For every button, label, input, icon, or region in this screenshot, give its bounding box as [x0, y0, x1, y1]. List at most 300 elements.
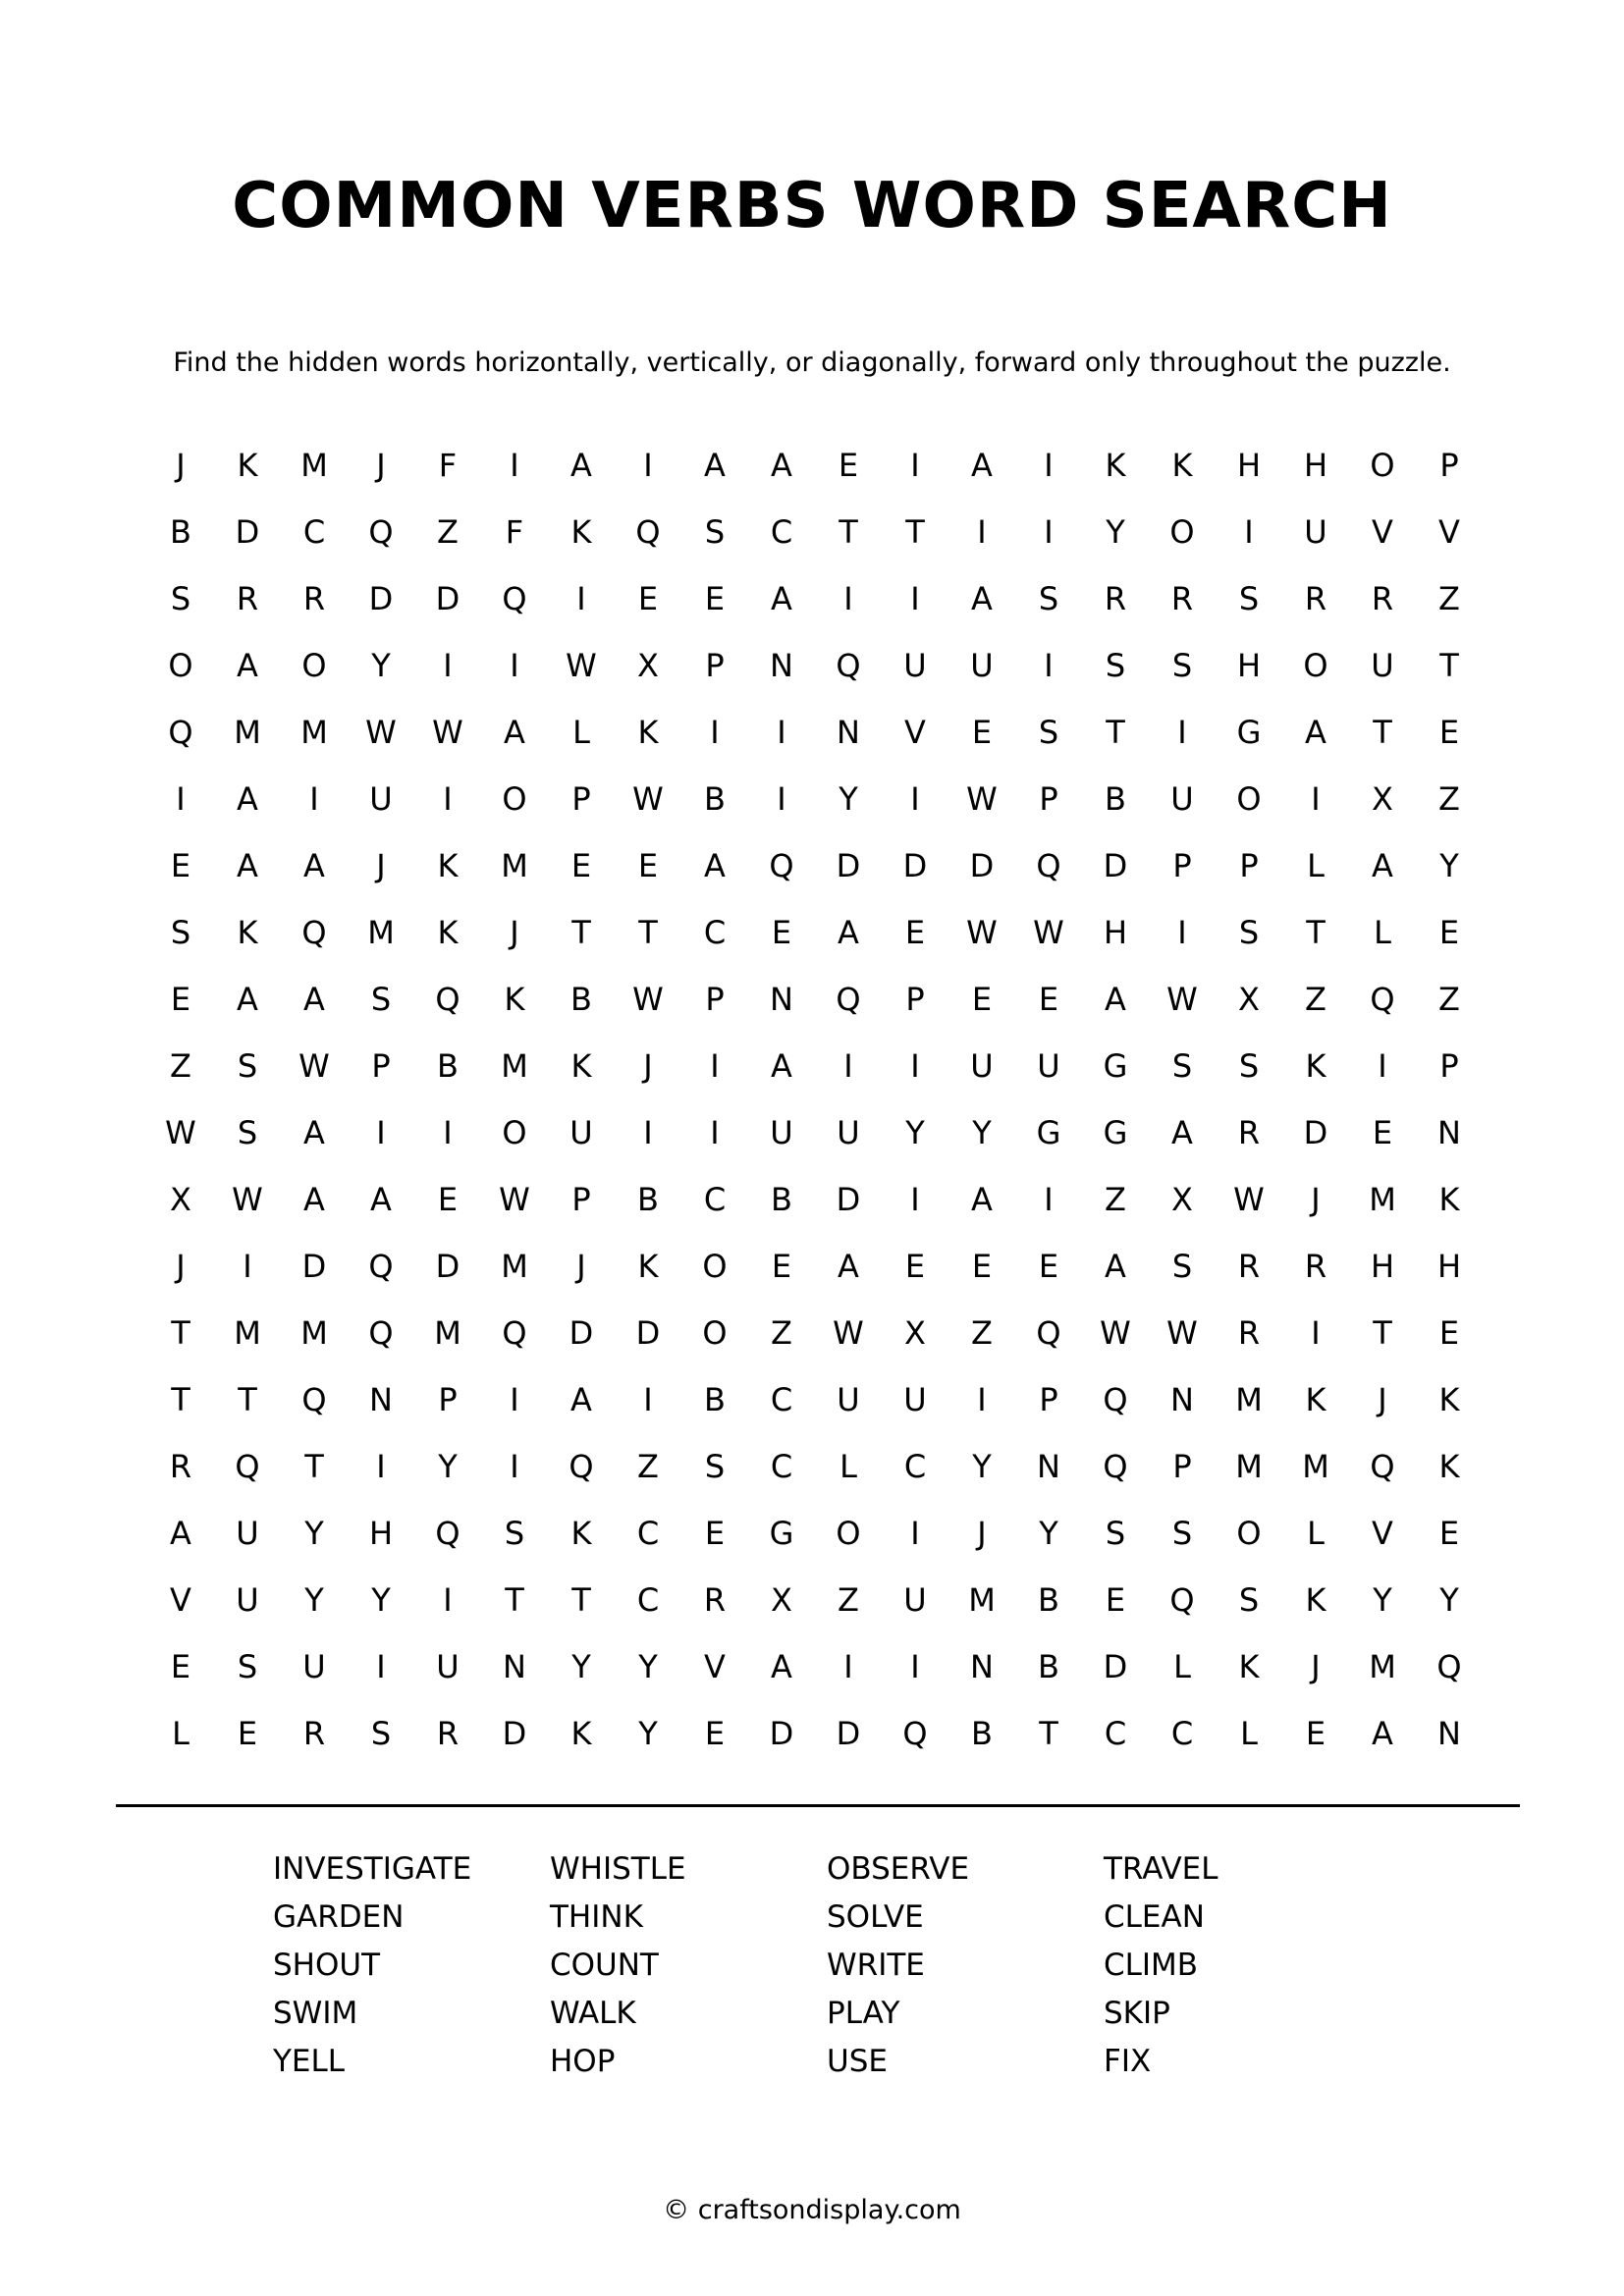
- grid-cell: Y: [438, 1448, 458, 1485]
- grid-cell: I: [443, 780, 453, 818]
- grid-cell: T: [638, 914, 658, 951]
- grid-cell: I: [309, 780, 319, 818]
- grid-cell: C: [636, 1581, 660, 1619]
- grid-cell: I: [443, 647, 453, 684]
- grid-cell: Q: [1036, 847, 1061, 884]
- grid-cell: R: [302, 580, 326, 617]
- grid-cell: K: [1438, 1181, 1460, 1218]
- grid-cell: L: [1173, 1648, 1191, 1685]
- grid-cell: K: [637, 714, 659, 751]
- grid-cell: R: [1304, 580, 1327, 617]
- grid-cell: Q: [435, 981, 460, 1018]
- grid-cell: M: [968, 1581, 996, 1619]
- grid-cell: E: [1438, 714, 1460, 751]
- grid-cell: I: [910, 1648, 920, 1685]
- grid-cell: Y: [972, 1114, 992, 1151]
- grid-cell: W: [1100, 1314, 1131, 1352]
- grid-cell: Y: [839, 780, 858, 818]
- grid-cell: K: [1305, 1047, 1326, 1085]
- grid-cell: O: [836, 1515, 861, 1552]
- grid-cell: Y: [638, 1648, 658, 1685]
- grid-cell: C: [770, 1448, 793, 1485]
- grid-cell: M: [367, 914, 395, 951]
- grid-cell: H: [1436, 1248, 1462, 1285]
- grid-cell: M: [1302, 1448, 1329, 1485]
- grid-cell: Q: [1370, 1448, 1395, 1485]
- grid-cell: W: [1166, 1314, 1198, 1352]
- grid-cell: Y: [304, 1515, 324, 1552]
- grid-cell: P: [1172, 847, 1192, 884]
- grid-cell: D: [1103, 847, 1128, 884]
- grid-cell: Q: [502, 580, 527, 617]
- grid-cell: S: [1238, 914, 1260, 951]
- grid-cell: E: [1438, 1515, 1460, 1552]
- grid-cell: D: [435, 580, 460, 617]
- grid-cell: I: [1177, 914, 1187, 951]
- grid-cell: S: [1038, 580, 1059, 617]
- grid-cell: W: [499, 1181, 530, 1218]
- grid-cell: U: [302, 1648, 326, 1685]
- grid-cell: X: [1372, 780, 1393, 818]
- grid-cell: D: [301, 1248, 327, 1285]
- grid-cell: S: [237, 1047, 258, 1085]
- grid-cell: Y: [371, 647, 391, 684]
- grid-cell: T: [1039, 1715, 1058, 1752]
- grid-cell: Q: [902, 1715, 928, 1752]
- grid-cell: N: [1170, 1381, 1194, 1418]
- grid-cell: S: [1171, 1515, 1193, 1552]
- grid-cell: J: [376, 447, 386, 484]
- grid-cell: I: [510, 447, 519, 484]
- grid-cell: S: [1171, 647, 1193, 684]
- grid-cell: E: [704, 1715, 726, 1752]
- grid-cell: S: [1238, 1581, 1260, 1619]
- grid-cell: R: [169, 1448, 192, 1485]
- grid-cell: Z: [971, 1314, 993, 1352]
- grid-cell: Y: [1439, 847, 1459, 884]
- grid-cell: D: [368, 580, 394, 617]
- letter-grid: [147, 432, 1502, 1767]
- grid-cell: X: [1238, 981, 1260, 1018]
- grid-cell: L: [1307, 847, 1325, 884]
- grid-cell: C: [770, 513, 793, 551]
- grid-cell: Z: [1438, 981, 1460, 1018]
- grid-cell: K: [237, 447, 258, 484]
- grid-cell: O: [168, 647, 193, 684]
- grid-cell: W: [632, 780, 664, 818]
- grid-cell: A: [1105, 1248, 1126, 1285]
- grid-cell: I: [777, 780, 786, 818]
- grid-cell: I: [1044, 1181, 1054, 1218]
- grid-cell: A: [971, 580, 993, 617]
- grid-cell: O: [1370, 447, 1395, 484]
- word-list-item: WALK: [550, 1996, 636, 2031]
- grid-cell: B: [971, 1715, 993, 1752]
- grid-cell: H: [368, 1515, 394, 1552]
- grid-cell: Q: [769, 847, 794, 884]
- grid-cell: U: [970, 647, 994, 684]
- grid-cell: I: [643, 1114, 653, 1151]
- grid-cell: H: [1236, 447, 1262, 484]
- grid-cell: Q: [368, 1314, 394, 1352]
- grid-cell: U: [837, 1114, 860, 1151]
- grid-cell: E: [704, 580, 726, 617]
- grid-cell: Y: [638, 1715, 658, 1752]
- grid-cell: Z: [771, 1314, 792, 1352]
- grid-cell: K: [237, 914, 258, 951]
- grid-cell: I: [910, 1181, 920, 1218]
- grid-cell: B: [1038, 1581, 1059, 1619]
- grid-cell: E: [904, 1248, 926, 1285]
- grid-cell: D: [635, 1314, 661, 1352]
- grid-cell: M: [1369, 1181, 1396, 1218]
- grid-cell: K: [570, 1047, 592, 1085]
- grid-cell: I: [643, 447, 653, 484]
- grid-cell: J: [576, 1248, 586, 1285]
- grid-cell: N: [1037, 1448, 1060, 1485]
- word-list-item: SHOUT: [273, 1948, 381, 1983]
- grid-cell: U: [1037, 1047, 1060, 1085]
- grid-cell: D: [969, 847, 995, 884]
- word-list-item: OBSERVE: [827, 1851, 970, 1887]
- grid-cell: I: [1044, 647, 1054, 684]
- grid-cell: S: [237, 1648, 258, 1685]
- grid-cell: B: [704, 780, 726, 818]
- grid-cell: Q: [1370, 981, 1395, 1018]
- grid-cell: C: [770, 1381, 793, 1418]
- word-list: [273, 1845, 1380, 2086]
- grid-cell: S: [1105, 1515, 1126, 1552]
- grid-cell: Q: [301, 1381, 327, 1418]
- word-list-item: CLIMB: [1104, 1948, 1199, 1983]
- grid-cell: T: [1373, 714, 1392, 751]
- grid-cell: I: [1311, 780, 1321, 818]
- grid-cell: Y: [1106, 513, 1125, 551]
- grid-cell: A: [1171, 1114, 1193, 1151]
- grid-cell: C: [1104, 1715, 1127, 1752]
- grid-cell: V: [1438, 513, 1460, 551]
- grid-cell: S: [170, 580, 191, 617]
- grid-cell: E: [971, 714, 993, 751]
- grid-cell: N: [837, 714, 860, 751]
- grid-cell: J: [176, 447, 186, 484]
- grid-cell: A: [838, 914, 859, 951]
- grid-cell: A: [771, 1047, 792, 1085]
- grid-cell: I: [977, 1381, 987, 1418]
- grid-cell: E: [771, 1248, 792, 1285]
- grid-cell: R: [236, 580, 259, 617]
- grid-cell: E: [838, 447, 859, 484]
- grid-cell: R: [703, 1581, 727, 1619]
- grid-cell: U: [236, 1581, 259, 1619]
- grid-cell: I: [1311, 1314, 1321, 1352]
- grid-cell: J: [376, 847, 386, 884]
- word-list-item: SOLVE: [827, 1899, 924, 1935]
- grid-cell: Z: [637, 1448, 659, 1485]
- grid-cell: Q: [301, 914, 327, 951]
- grid-cell: Q: [435, 1515, 460, 1552]
- grid-cell: P: [371, 1047, 391, 1085]
- grid-cell: R: [1237, 1248, 1261, 1285]
- grid-cell: I: [1177, 714, 1187, 751]
- grid-cell: X: [170, 1181, 191, 1218]
- grid-cell: P: [1439, 447, 1459, 484]
- grid-cell: R: [1237, 1114, 1261, 1151]
- grid-cell: I: [510, 1381, 519, 1418]
- grid-cell: Q: [368, 513, 394, 551]
- grid-cell: K: [570, 513, 592, 551]
- grid-cell: U: [1170, 780, 1194, 818]
- grid-cell: T: [304, 1448, 324, 1485]
- grid-cell: U: [1304, 513, 1327, 551]
- grid-cell: D: [502, 1715, 527, 1752]
- grid-cell: J: [643, 1047, 653, 1085]
- grid-cell: R: [302, 1715, 326, 1752]
- grid-cell: Q: [235, 1448, 260, 1485]
- word-list-item: SWIM: [273, 1996, 358, 2031]
- grid-cell: C: [903, 1448, 927, 1485]
- grid-cell: O: [702, 1248, 728, 1285]
- grid-cell: M: [501, 1248, 528, 1285]
- word-list-item: PLAY: [827, 1996, 900, 2031]
- grid-cell: Y: [371, 1581, 391, 1619]
- grid-cell: D: [902, 847, 928, 884]
- grid-cell: V: [170, 1581, 191, 1619]
- grid-cell: U: [903, 647, 927, 684]
- grid-cell: O: [1303, 647, 1328, 684]
- grid-cell: Y: [1039, 1515, 1058, 1552]
- grid-cell: A: [570, 1381, 592, 1418]
- grid-cell: W: [966, 914, 998, 951]
- grid-cell: I: [510, 1448, 519, 1485]
- grid-cell: A: [1372, 1715, 1393, 1752]
- grid-cell: E: [1438, 914, 1460, 951]
- grid-cell: S: [704, 513, 726, 551]
- word-list-item: YELL: [273, 2044, 346, 2079]
- word-list-item: INVESTIGATE: [273, 1851, 472, 1887]
- grid-cell: R: [1304, 1248, 1327, 1285]
- grid-cell: U: [903, 1581, 927, 1619]
- grid-cell: I: [843, 1648, 853, 1685]
- grid-cell: I: [1044, 513, 1054, 551]
- grid-cell: A: [303, 1114, 325, 1151]
- grid-cell: T: [238, 1381, 257, 1418]
- grid-cell: I: [843, 580, 853, 617]
- grid-cell: G: [1236, 714, 1262, 751]
- grid-cell: O: [502, 1114, 527, 1151]
- grid-cell: R: [1170, 580, 1194, 617]
- grid-cell: S: [704, 1448, 726, 1485]
- grid-cell: I: [977, 513, 987, 551]
- grid-cell: B: [570, 981, 592, 1018]
- grid-cell: Z: [170, 1047, 191, 1085]
- word-list-item: CLEAN: [1104, 1899, 1205, 1935]
- grid-cell: W: [966, 780, 998, 818]
- grid-cell: S: [1105, 647, 1126, 684]
- grid-cell: S: [1238, 580, 1260, 617]
- grid-cell: A: [1372, 847, 1393, 884]
- grid-cell: I: [710, 1047, 720, 1085]
- grid-cell: E: [570, 847, 592, 884]
- grid-cell: M: [234, 1314, 261, 1352]
- grid-cell: V: [1372, 1515, 1393, 1552]
- grid-cell: E: [771, 914, 792, 951]
- grid-cell: W: [566, 647, 597, 684]
- grid-cell: I: [910, 780, 920, 818]
- grid-cell: O: [502, 780, 527, 818]
- grid-cell: O: [1236, 780, 1262, 818]
- grid-cell: P: [1039, 1381, 1058, 1418]
- grid-cell: N: [369, 1381, 393, 1418]
- grid-cell: I: [910, 580, 920, 617]
- grid-cell: A: [570, 447, 592, 484]
- grid-cell: Q: [836, 981, 861, 1018]
- grid-cell: C: [703, 914, 727, 951]
- grid-cell: N: [503, 1648, 526, 1685]
- grid-cell: I: [376, 1648, 386, 1685]
- grid-cell: D: [435, 1248, 460, 1285]
- grid-cell: I: [243, 1248, 252, 1285]
- grid-cell: T: [839, 513, 858, 551]
- grid-cell: M: [1235, 1381, 1263, 1418]
- grid-cell: H: [1103, 914, 1128, 951]
- grid-cell: L: [839, 1448, 857, 1485]
- grid-cell: P: [1172, 1448, 1192, 1485]
- grid-cell: E: [1305, 1715, 1326, 1752]
- grid-cell: J: [1378, 1381, 1387, 1418]
- grid-cell: X: [1171, 1181, 1193, 1218]
- grid-cell: G: [1036, 1114, 1061, 1151]
- grid-cell: R: [1104, 580, 1127, 617]
- grid-cell: M: [300, 1314, 328, 1352]
- grid-cell: A: [237, 647, 258, 684]
- grid-cell: P: [1239, 847, 1259, 884]
- grid-cell: P: [1439, 1047, 1459, 1085]
- grid-cell: X: [771, 1581, 792, 1619]
- grid-cell: E: [971, 981, 993, 1018]
- grid-cell: Q: [568, 1448, 594, 1485]
- grid-cell: B: [170, 513, 191, 551]
- grid-cell: I: [910, 447, 920, 484]
- grid-cell: X: [904, 1314, 926, 1352]
- grid-cell: I: [1044, 447, 1054, 484]
- grid-cell: A: [370, 1181, 392, 1218]
- word-list-item: SKIP: [1104, 1996, 1170, 2031]
- grid-cell: E: [170, 1648, 191, 1685]
- grid-cell: A: [1305, 714, 1326, 751]
- grid-cell: B: [1038, 1648, 1059, 1685]
- grid-cell: L: [172, 1715, 189, 1752]
- grid-cell: E: [704, 1515, 726, 1552]
- grid-cell: M: [434, 1314, 461, 1352]
- grid-cell: G: [1103, 1114, 1128, 1151]
- grid-cell: Q: [635, 513, 661, 551]
- grid-cell: I: [710, 714, 720, 751]
- grid-cell: K: [437, 847, 459, 884]
- grid-cell: I: [710, 1114, 720, 1151]
- word-list-item: GARDEN: [273, 1899, 405, 1935]
- grid-cell: W: [632, 981, 664, 1018]
- grid-cell: T: [571, 914, 591, 951]
- grid-cell: I: [176, 780, 186, 818]
- grid-cell: E: [971, 1248, 993, 1285]
- grid-cell: C: [302, 513, 326, 551]
- grid-cell: E: [637, 580, 659, 617]
- grid-cell: I: [443, 1581, 453, 1619]
- grid-cell: A: [170, 1515, 191, 1552]
- grid-cell: Q: [502, 1314, 527, 1352]
- grid-cell: A: [971, 1181, 993, 1218]
- grid-cell: I: [1378, 1047, 1387, 1085]
- grid-cell: P: [905, 981, 925, 1018]
- grid-cell: A: [838, 1248, 859, 1285]
- grid-cell: T: [571, 1581, 591, 1619]
- grid-cell: E: [1438, 1314, 1460, 1352]
- grid-cell: I: [376, 1114, 386, 1151]
- grid-cell: D: [769, 1715, 794, 1752]
- grid-cell: Q: [1103, 1448, 1128, 1485]
- grid-cell: G: [1103, 1047, 1128, 1085]
- grid-cell: K: [437, 914, 459, 951]
- grid-cell: B: [1105, 780, 1126, 818]
- grid-cell: K: [1105, 447, 1126, 484]
- grid-cell: D: [568, 1314, 594, 1352]
- grid-cell: E: [437, 1181, 459, 1218]
- grid-cell: A: [237, 780, 258, 818]
- grid-cell: H: [1303, 447, 1328, 484]
- word-list-item: WRITE: [827, 1948, 925, 1983]
- grid-cell: I: [777, 714, 786, 751]
- grid-cell: V: [1372, 513, 1393, 551]
- grid-cell: J: [1311, 1648, 1321, 1685]
- grid-cell: P: [705, 981, 725, 1018]
- grid-cell: D: [1303, 1114, 1328, 1151]
- grid-cell: K: [1438, 1381, 1460, 1418]
- grid-cell: I: [376, 1448, 386, 1485]
- grid-cell: I: [910, 1515, 920, 1552]
- grid-cell: T: [171, 1314, 190, 1352]
- grid-cell: C: [636, 1515, 660, 1552]
- grid-cell: R: [436, 1715, 460, 1752]
- grid-cell: S: [1171, 1047, 1193, 1085]
- grid-cell: Z: [1105, 1181, 1126, 1218]
- grid-cell: M: [501, 1047, 528, 1085]
- grid-cell: K: [570, 1715, 592, 1752]
- grid-cell: F: [505, 513, 524, 551]
- grid-cell: B: [771, 1181, 792, 1218]
- grid-cell: D: [836, 847, 861, 884]
- grid-cell: S: [1171, 1248, 1193, 1285]
- grid-cell: A: [771, 447, 792, 484]
- grid-cell: J: [176, 1248, 186, 1285]
- grid-cell: B: [637, 1181, 659, 1218]
- grid-cell: Z: [1438, 780, 1460, 818]
- grid-cell: J: [977, 1515, 987, 1552]
- grid-cell: N: [770, 981, 793, 1018]
- word-list-item: COUNT: [550, 1948, 659, 1983]
- grid-cell: D: [235, 513, 260, 551]
- page-title: COMMON VERBS WORD SEARCH: [232, 170, 1392, 242]
- grid-cell: K: [1238, 1648, 1260, 1685]
- grid-cell: A: [303, 1181, 325, 1218]
- grid-cell: E: [170, 981, 191, 1018]
- grid-cell: B: [437, 1047, 459, 1085]
- grid-cell: O: [702, 1314, 728, 1352]
- grid-cell: U: [369, 780, 393, 818]
- grid-cell: L: [1307, 1515, 1325, 1552]
- grid-cell: I: [643, 1381, 653, 1418]
- grid-cell: Z: [1438, 580, 1460, 617]
